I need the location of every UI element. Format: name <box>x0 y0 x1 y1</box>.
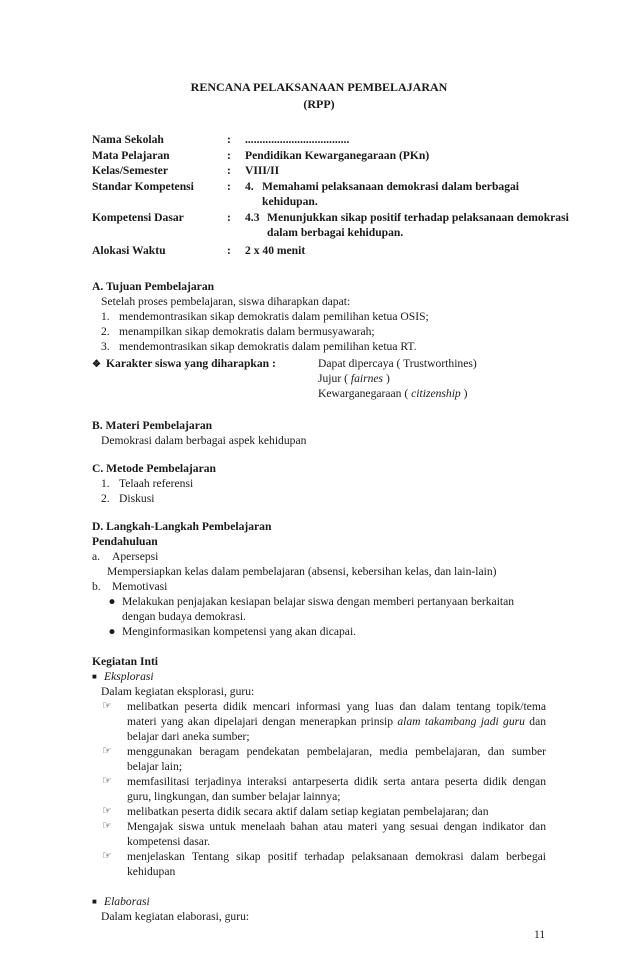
page-number: 11 <box>534 929 546 941</box>
subheading-pendahuluan: Pendahuluan <box>92 535 158 548</box>
square-bullet-icon: ■ <box>92 672 97 681</box>
section-heading: D. Langkah-Langkah Pembelajaran <box>92 520 272 533</box>
hand-bullet-item: ☞ Mengajak siswa untuk menelaah bahan atau materi yang sesuai dengan indikator dan kompetensi dasar. <box>102 820 546 848</box>
list-item: 1. mendemontrasikan sikap demokratis dalam pemilihan ketua OSIS; <box>101 310 429 323</box>
square-bullet-item: ■ Elaborasi <box>92 895 150 908</box>
section-langkah <box>92 519 546 924</box>
pointing-hand-icon: ☞ <box>102 775 112 787</box>
section-tujuan <box>92 279 552 354</box>
pointing-hand-icon: ☞ <box>102 850 112 862</box>
title-line-2: (RPP) <box>303 97 335 111</box>
karakter-value: Dapat dipercaya ( Trustworthines) <box>318 357 477 370</box>
section-intro: Setelah proses pembelajaran, siswa diharapkan dapat: <box>101 295 351 308</box>
round-bullet-icon: ● <box>108 625 116 638</box>
square-bullet-icon: ■ <box>92 897 97 906</box>
info-row: Kelas/Semester : VIII/II <box>92 164 280 177</box>
info-row: Standar Kompetensi : 4. Memahami pelaksanaan demokrasi dalam berbagai kehidupan. <box>92 179 520 208</box>
pointing-hand-icon: ☞ <box>102 805 112 817</box>
info-row: Alokasi Waktu : 2 x 40 menit <box>92 243 306 257</box>
karakter-value: Jujur ( fairnes ) <box>318 372 390 385</box>
list-item: 3. mendemontrasikan sikap demokratis dalam pemilihan ketua RT. <box>101 340 417 353</box>
subheading-inti: Kegiatan Inti <box>92 655 159 668</box>
karakter-value: Kewarganegaraan ( citizenship ) <box>318 387 468 400</box>
list-item: 2. Diskusi <box>101 492 155 505</box>
list-item: 2. menampilkan sikap demokratis dalam bermusyawarah; <box>101 325 375 338</box>
square-bullet-item: ■ Eksplorasi <box>92 670 154 683</box>
document-title <box>0 79 638 113</box>
round-bullet-icon: ● <box>108 595 116 608</box>
section-text: Demokrasi dalam berbagai aspek kehidupan <box>101 434 307 447</box>
alpha-item: b. Memotivasi <box>92 580 168 593</box>
info-row: Kompetensi Dasar : 4.3 Menunjukkan sikap positif terhadap pelaksanaan demokrasi dalam berbagai kehidupan. <box>92 210 569 239</box>
alpha-item: a. Apersepsi <box>92 550 159 563</box>
apersepsi-text: Mempersiapkan kelas dalam pembelajaran (absensi, kebersihan kelas, dan lain-lain) <box>107 565 497 578</box>
info-row: Nama Sekolah : .................................... <box>92 133 350 146</box>
numbered-list <box>92 309 552 354</box>
bullet-item: ● Melakukan penjajakan kesiapan belajar siswa dengan memberi pertanyaan berkaitan dengan budaya demokrasi. <box>92 594 546 624</box>
section-heading: A. Tujuan Pembelajaran <box>92 280 215 293</box>
list-item: 1. Telaah referensi <box>101 477 194 490</box>
pointing-hand-icon: ☞ <box>102 820 112 832</box>
section-heading: B. Materi Pembelajaran <box>92 419 213 432</box>
hand-bullet-item: ☞ menjelaskan Tentang sikap positif terhadap pelaksanaan demokrasi dalam berbegai kehidupan <box>102 850 546 878</box>
bullet-item: ● Menginformasikan kompetensi yang akan dicapai. <box>92 624 546 639</box>
karakter-label: Karakter siswa yang diharapkan : <box>106 357 276 370</box>
identity-table <box>92 132 572 258</box>
pointing-hand-icon: ☞ <box>102 700 112 712</box>
hand-bullet-item: ☞ melibatkan peserta didik secara aktif dalam setiap kegiatan pembelajaran; dan <box>102 805 489 818</box>
eksplorasi-intro: Dalam kegiatan eksplorasi, guru: <box>101 685 255 698</box>
karakter-values <box>318 356 562 401</box>
title-line-1: RENCANA PELAKSANAAN PEMBELAJARAN <box>190 80 448 94</box>
numbered-list <box>92 476 552 506</box>
diamond-bullet-icon: ❖ <box>92 359 101 370</box>
hand-bullet-item: ☞ menggunakan beragam pendekatan pembelajaran, media pembelajaran, dan sumber belajar lain; <box>102 745 546 773</box>
section-metode <box>92 461 552 506</box>
info-row: Mata Pelajaran : Pendidikan Kewarganegaraan (PKn) <box>92 148 430 162</box>
section-heading: C. Metode Pembelajaran <box>92 462 216 475</box>
elaborasi-intro: Dalam kegiatan elaborasi, guru: <box>101 910 250 923</box>
section-materi <box>92 418 552 448</box>
hand-bullet-item: ☞ memfasilitasi terjadinya interaksi antarpeserta didik serta antara peserta didik dengan guru, lingkungan, dan sumber belajar lainnya; <box>102 775 546 803</box>
hand-bullet-item: ☞ melibatkan peserta didik mencari informasi yang luas dan dalam tentang topik/tema materi yang akan dipelajari dengan menerapkan prinsip alam takambang jadi guru dan belajar dari aneka sumber; <box>102 700 547 743</box>
pointing-hand-icon: ☞ <box>102 745 112 757</box>
karakter-section <box>92 356 562 401</box>
